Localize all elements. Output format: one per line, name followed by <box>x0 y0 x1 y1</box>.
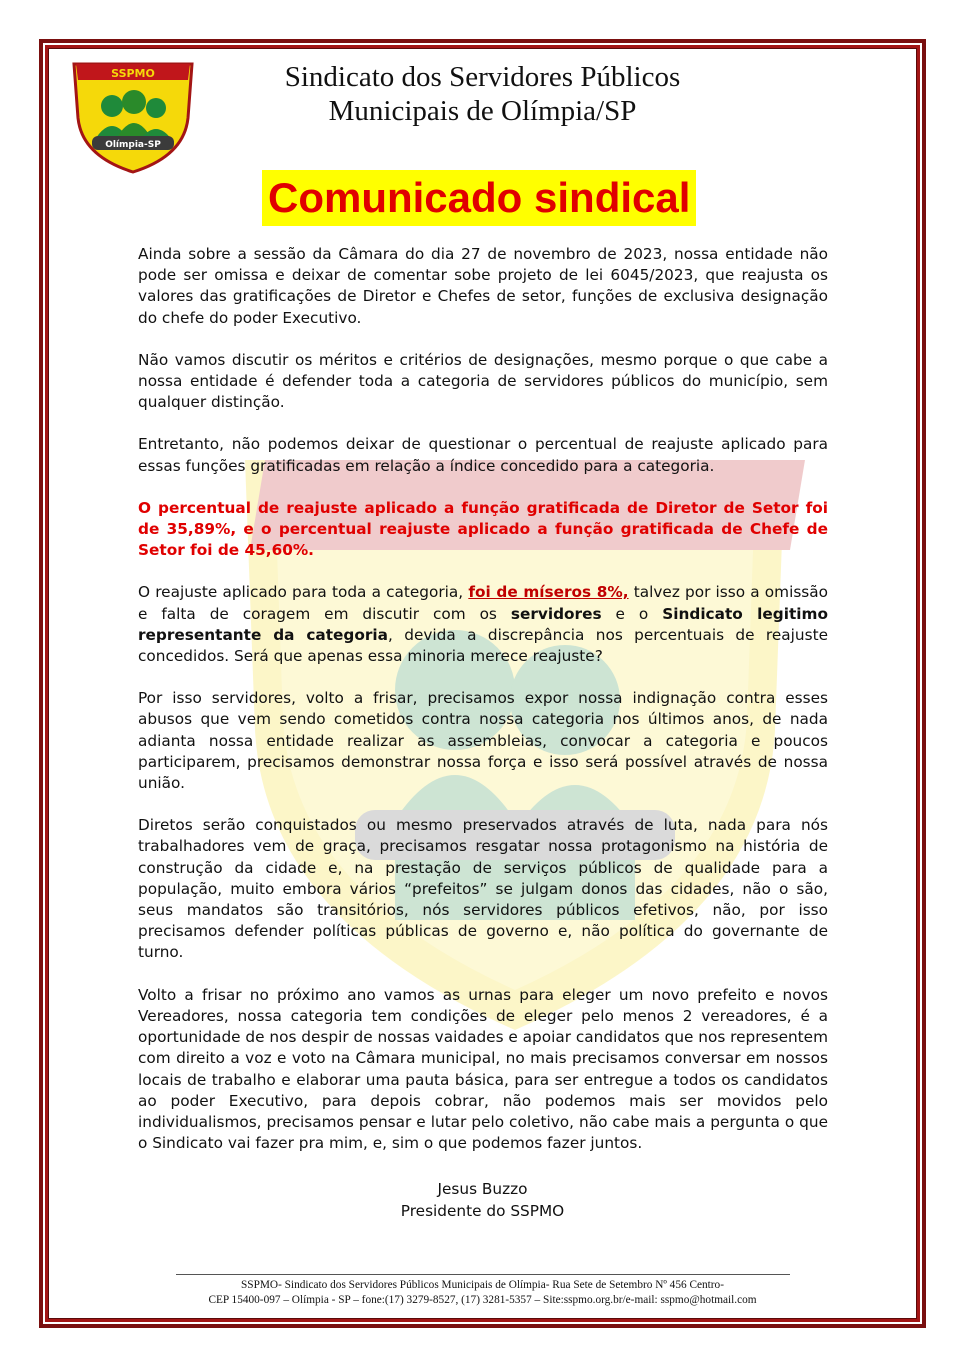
document-body <box>138 244 828 1175</box>
paragraph-8: Volto a frisar no próximo ano vamos as urnas para eleger um novo prefeito e novos Vereadores, nossa categoria tem condições de eleger pelo menos 2 vereadores, é a oportunidade de nos despir de nossas vaidades e apoiar candidatos que nos representem com direito a voz e voto na Câmara municipal, no mais precisamos conversar em nossos locais de trabalho e elaborar uma pauta básica, para ser entregue a todos os candidatos ao poder Executivo, para depois cobrar, não podemos mais ser movidos pelo individualismos, precisamos pensar e lutar pelo coletivo, não cabe mais a pergunta o que o Sindicato vai fazer pra mim, e, sim o que podemos fazer juntos. <box>138 985 828 1153</box>
paragraph-7: Diretos serão conquistados ou mesmo preservados através de luta, nada para nós trabalhadores vem de graça, precisamos resgatar nossa protagonismo na história de construção da cidade e, na prestação de serviços públicos de qualidade para a população, muito embora vários “prefeitos” se julgam donos das cidades, não o são, seus mandatos são transitórios, nós servidores públicos efetivos, não, por isso precisamos defender políticas públicas de governo e, não política do governante de turno. <box>138 816 828 962</box>
signature-name: Jesus Buzzo <box>437 1180 528 1198</box>
paragraph-5 <box>138 582 828 667</box>
footer-address <box>150 1278 815 1308</box>
p5-text-c: talvez por isso a omissão e falta de coragem em discutir com os <box>138 583 828 623</box>
p5-highlight-8-percent: foi de míseros 8%, <box>468 583 629 602</box>
signature-block <box>330 1178 635 1222</box>
p5-text-e: e o <box>601 604 663 623</box>
paragraph-6: Por isso servidores, volto a frisar, precisamos expor nossa indignação contra esses abusos que vem sendo cometidos contra nossa categoria nos últimos anos, de nada adianta nossa entidade realizar as assembleias, convocar a categoria e poucos participarem, precisamos demonstrar nossa força e isso será possível através de nossa união. <box>138 689 828 793</box>
signature-role: Presidente do SSPMO <box>400 1202 565 1220</box>
footer-line-1: SSPMO- Sindicato dos Servidores Públicos Municipais de Olímpia- Rua Sete de Setembro Nº 456 Centro- <box>241 1279 724 1291</box>
paragraph-1: Ainda sobre a sessão da Câmara do dia 27 de novembro de 2023, nossa entidade não pode ser omissa e deixar de comentar sobe projeto de lei 6045/2023, que reajusta os valores das gratificações de Diretor e Chefes de setor, funções de exclusiva designação do chefe do poder Executivo. <box>138 245 828 327</box>
paragraph-3: Entretanto, não podemos deixar de questionar o percentual de reajuste aplicado para essas funções gratificadas em relação a índice concedido para a categoria. <box>138 435 828 475</box>
svg-text:Olímpia-SP: Olímpia-SP <box>105 140 161 150</box>
footer-divider <box>176 1274 790 1275</box>
sspmo-logo <box>68 56 198 176</box>
title-line-2: Municipais de Olímpia/SP <box>328 95 637 127</box>
title-line-1: Sindicato dos Servidores Públicos <box>284 61 681 93</box>
p5-text-g: , devida a discrepância nos percentuais de reajuste concedidos. Será que apenas essa minoria merece reajuste? <box>138 625 828 666</box>
organization-title <box>230 60 735 128</box>
footer-line-2: CEP 15400-097 – Olímpia - SP – fone:(17) 3279-8527, (17) 3281-5357 – Site:sspmo.org.br/e-mail: sspmo@hotmail.com <box>208 1294 757 1306</box>
p5-bold-servidores: servidores <box>510 604 602 623</box>
paragraph-2: Não vamos discutir os méritos e critérios de designações, mesmo porque o que cabe a nossa entidade é defender toda a categoria de servidores públicos do município, sem qualquer distinção. <box>138 350 828 412</box>
announcement-banner: Comunicado sindical <box>262 170 696 226</box>
svg-text:SSPMO: SSPMO <box>111 67 155 80</box>
p5-text-a: O reajuste aplicado para toda a categoria, <box>138 583 469 602</box>
p5-bold-sindicato: Sindicato legitimo representante da categoria <box>138 604 829 644</box>
paragraph-4-highlight: O percentual de reajuste aplicado a função gratificada de Diretor de Setor foi de 35,89%, e o percentual reajuste aplicado a função gratificada de Chefe de Setor foi de 45,60%. <box>138 498 828 560</box>
